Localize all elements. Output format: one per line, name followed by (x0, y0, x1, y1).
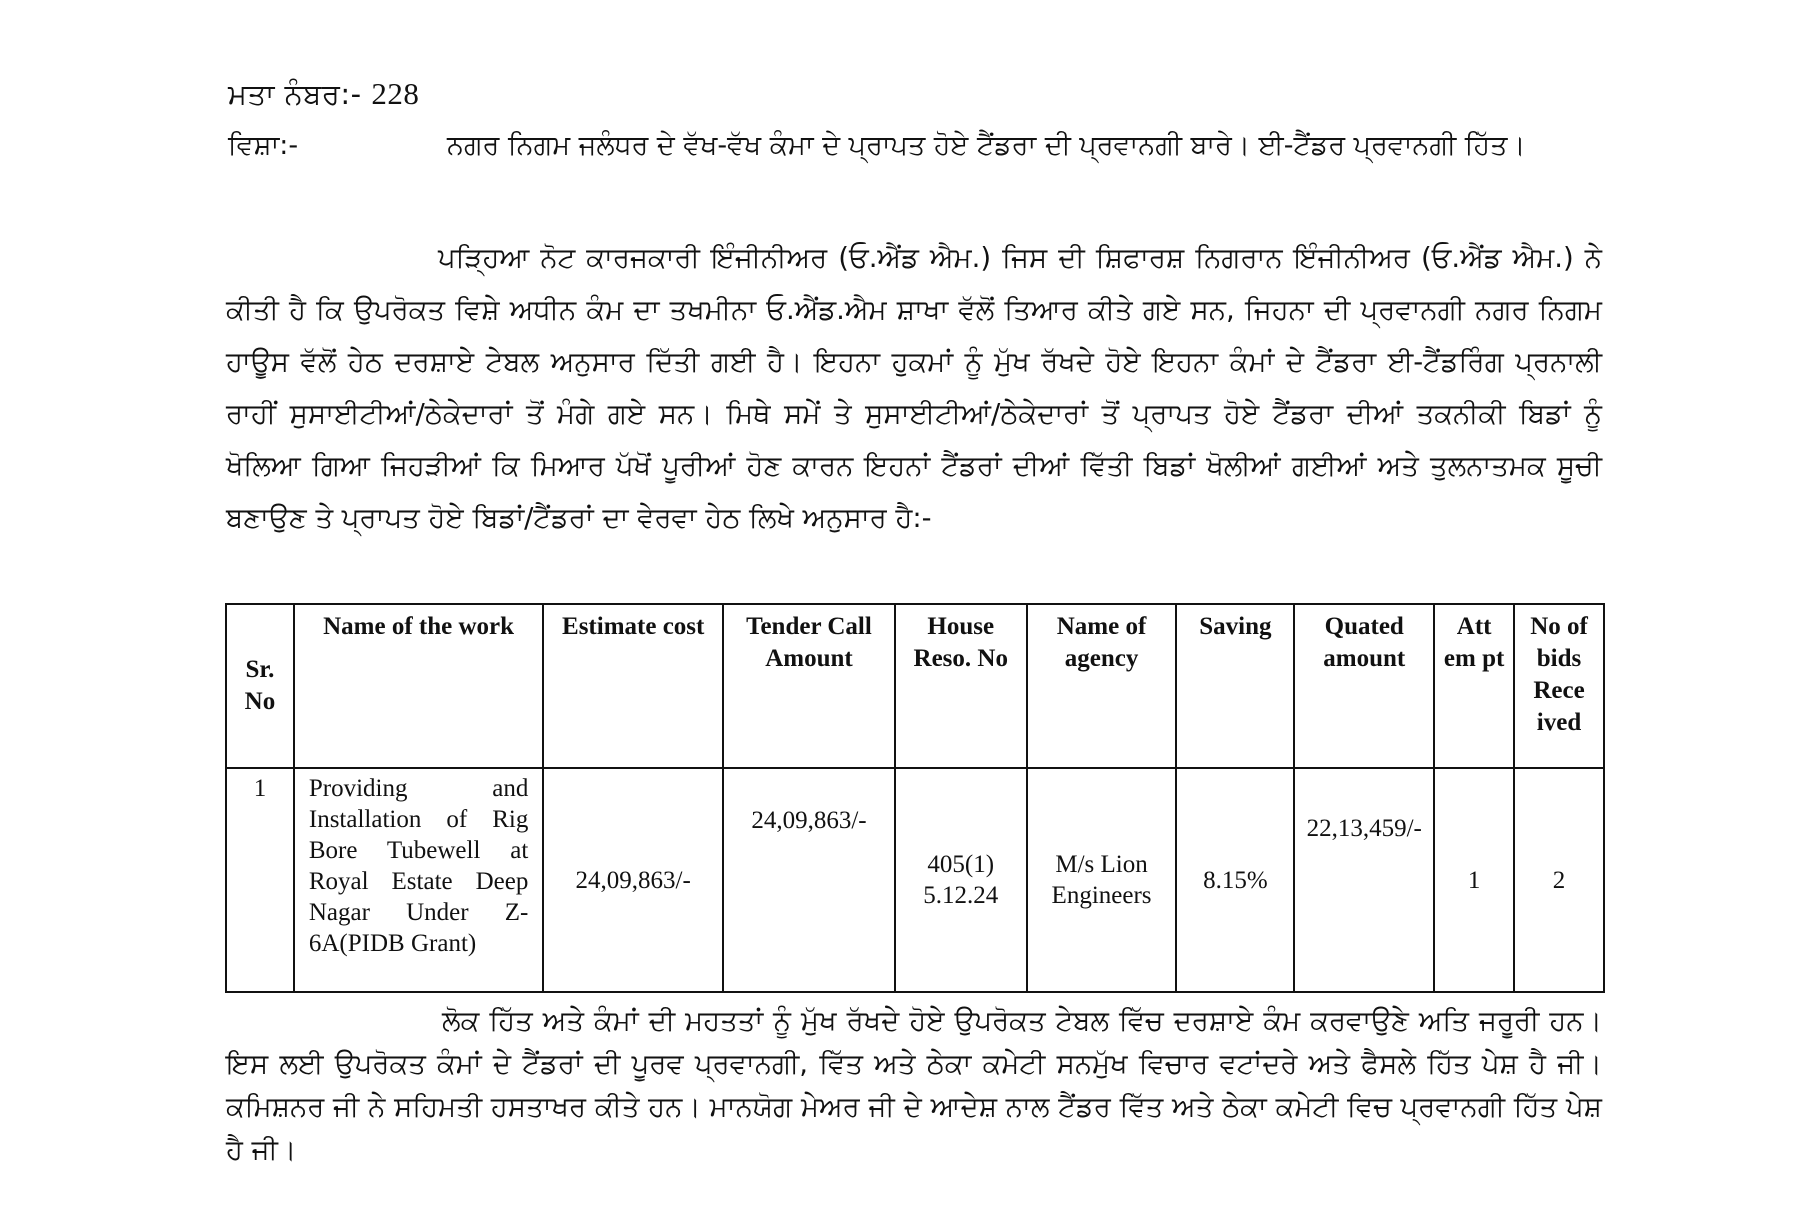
header-no-of-bids: No of bids Rece ived (1514, 604, 1604, 768)
header-name-of-work: Name of the work (294, 604, 543, 768)
header-house-reso-no: House Reso. No (895, 604, 1027, 768)
resolution-number-line (228, 76, 419, 112)
header-tender-call-amount: Tender Call Amount (723, 604, 895, 768)
table-row (226, 768, 1604, 992)
subject-text: ਨਗਰ ਨਿਗਮ ਜਲੰਧਰ ਦੇ ਵੱਖ-ਵੱਖ ਕੰਮਾ ਦੇ ਪ੍ਰਾਪਤ ਹੋਏ ਟੈਂਡਰਾ ਦੀ ਪ੍ਰਵਾਨਗੀ ਬਾਰੇ। ਈ-ਟੈਂਡਰ ਪ੍ਰਵਾਨਗੀ ਹਿੱਤ। (447, 130, 1526, 161)
table-header-row (226, 604, 1604, 768)
cell-no-of-bids: 2 (1514, 768, 1604, 992)
resolution-label: ਮਤਾ ਨੰਬਰ:- (228, 77, 362, 111)
header-attempt: Att em pt (1434, 604, 1514, 768)
agency-name-line1: M/s Lion (1055, 851, 1148, 878)
cell-quoted-amount: 22,13,459/- (1294, 768, 1434, 992)
house-reso-number: 405(1) (927, 851, 995, 878)
header-estimate-cost: Estimate cost (543, 604, 723, 768)
subject-label: ਵਿਸ਼ਾ:- (228, 130, 299, 161)
cell-name-of-work: Providing and Installation of Rig Bore Tubewell at Royal Estate Deep Nagar Under Z-6A(PIDB Grant) (294, 768, 543, 992)
header-name-of-agency: Name of agency (1027, 604, 1177, 768)
cell-estimate-cost: 24,09,863/- (543, 768, 723, 992)
tender-table (225, 603, 1605, 993)
cell-tender-call-amount: 24,09,863/- (723, 768, 895, 992)
resolution-number: 228 (371, 76, 420, 111)
header-quoted-amount: Quated amount (1294, 604, 1434, 768)
cell-agency (1027, 768, 1177, 992)
header-saving: Saving (1176, 604, 1294, 768)
cell-house-reso-no (895, 768, 1027, 992)
house-reso-date: 5.12.24 (923, 882, 999, 909)
closing-paragraph: ਲੋਕ ਹਿੱਤ ਅਤੇ ਕੰਮਾਂ ਦੀ ਮਹਤਤਾਂ ਨੂੰ ਮੁੱਖ ਰੱਖਦੇ ਹੋਏ ਉਪਰੋਕਤ ਟੇਬਲ ਵਿੱਚ ਦਰਸ਼ਾਏ ਕੰਮ ਕਰਵਾਉਣੇ ਅਤਿ ਜਰੂਰੀ ਹਨ। ਇਸ ਲਈ ਉਪਰੋਕਤ ਕੰਮਾਂ ਦੇ ਟੈਂਡਰਾਂ ਦੀ ਪੂਰਵ ਪ੍ਰਵਾਨਗੀ, ਵਿੱਤ ਅਤੇ ਠੇਕਾ ਕਮੇਟੀ ਸਨਮੁੱਖ ਵਿਚਾਰ ਵਟਾਂਦਰੇ ਅਤੇ ਫੈਸਲੇ ਹਿੱਤ ਪੇਸ਼ ਹੈ ਜੀ। ਕਮਿਸ਼ਨਰ ਜੀ ਨੇ ਸਹਿਮਤੀ ਹਸਤਾਖਰ ਕੀਤੇ ਹਨ। ਮਾਨਯੋਗ ਮੇਅਰ ਜੀ ਦੇ ਆਦੇਸ਼ ਨਾਲ ਟੈਂਡਰ ਵਿੱਤ ਅਤੇ ਠੇਕਾ ਕਮੇਟੀ ਵਿਚ ਪ੍ਰਵਾਨਗੀ ਹਿੱਤ ਪੇਸ਼ ਹੈ ਜੀ। (226, 1005, 1602, 1166)
cell-saving: 8.15% (1176, 768, 1294, 992)
cell-sr-no: 1 (226, 768, 294, 992)
agency-name-line2: Engineers (1051, 882, 1152, 909)
header-sr-no: Sr. No (226, 604, 294, 768)
intro-paragraph: ਪੜ੍ਹਿਆ ਨੋਟ ਕਾਰਜਕਾਰੀ ਇੰਜੀਨੀਅਰ (ਓ.ਐਂਡ ਐਮ.) ਜਿਸ ਦੀ ਸ਼ਿਫਾਰਸ਼ ਨਿਗਰਾਨ ਇੰਜੀਨੀਅਰ (ਓ.ਐਂਡ ਐਮ.) ਨੇ ਕੀਤੀ ਹੈ ਕਿ ਉਪਰੋਕਤ ਵਿਸ਼ੇ ਅਧੀਨ ਕੰਮ ਦਾ ਤਖਮੀਨਾ ਓ.ਐਂਡ.ਐਮ ਸ਼ਾਖਾ ਵੱਲੋਂ ਤਿਆਰ ਕੀਤੇ ਗਏ ਸਨ, ਜਿਹਨਾ ਦੀ ਪ੍ਰਵਾਨਗੀ ਨਗਰ ਨਿਗਮ ਹਾਊਸ ਵੱਲੋਂ ਹੇਠ ਦਰਸ਼ਾਏ ਟੇਬਲ ਅਨੁਸਾਰ ਦਿੱਤੀ ਗਈ ਹੈ। ਇਹਨਾ ਹੁਕਮਾਂ ਨੂੰ ਮੁੱਖ ਰੱਖਦੇ ਹੋਏ ਇਹਨਾ ਕੰਮਾਂ ਦੇ ਟੈਂਡਰਾ ਈ-ਟੈਂਡਰਿੰਗ ਪ੍ਰਨਾਲੀ ਰਾਹੀਂ ਸੁਸਾਈਟੀਆਂ/ਠੇਕੇਦਾਰਾਂ ਤੋਂ ਮੰਗੇ ਗਏ ਸਨ। ਮਿਥੇ ਸਮੇਂ ਤੇ ਸੁਸਾਈਟੀਆਂ/ਠੇਕੇਦਾਰਾਂ ਤੋਂ ਪ੍ਰਾਪਤ ਹੋਏ ਟੈਂਡਰਾ ਦੀਆਂ ਤਕਨੀਕੀ ਬਿਡਾਂ ਨੂੰ ਖੋਲਿਆ ਗਿਆ ਜਿਹੜੀਆਂ ਕਿ ਮਿਆਰ ਪੱਖੋਂ ਪੂਰੀਆਂ ਹੋਣ ਕਾਰਨ ਇਹਨਾਂ ਟੈਂਡਰਾਂ ਦੀਆਂ ਵਿੱਤੀ ਬਿਡਾਂ ਖੋਲੀਆਂ ਗਈਆਂ ਅਤੇ ਤੁਲਨਾਤਮਕ ਸੂਚੀ ਬਣਾਉਣ ਤੇ ਪ੍ਰਾਪਤ ਹੋਏ ਬਿਡਾਂ/ਟੈਂਡਰਾਂ ਦਾ ਵੇਰਵਾ ਹੇਠ ਲਿਖੇ ਅਨੁਸਾਰ ਹੈ:- (226, 242, 1602, 534)
cell-attempt: 1 (1434, 768, 1514, 992)
